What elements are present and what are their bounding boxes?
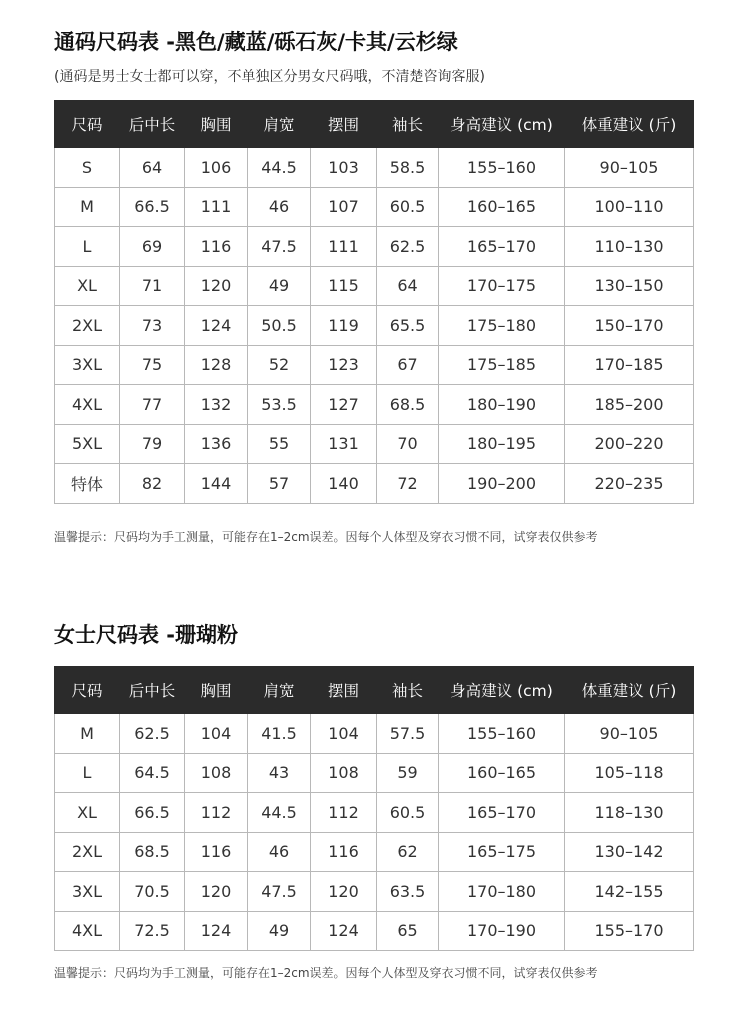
table-cell: 68.5 (377, 385, 439, 425)
table-cell: 142–155 (565, 872, 694, 912)
table-cell: 60.5 (377, 793, 439, 833)
table-cell: 131 (311, 424, 377, 464)
table-cell: 110–130 (565, 227, 694, 267)
size-label-cell: XL (55, 266, 120, 306)
size-label-cell: M (55, 714, 120, 754)
table-cell: 104 (311, 714, 377, 754)
table-cell: 165–170 (439, 227, 565, 267)
table-cell: 49 (248, 911, 311, 951)
column-header: 胸围 (185, 667, 248, 714)
table-cell: 47.5 (248, 872, 311, 912)
table-cell: 118–130 (565, 793, 694, 833)
table-cell: 64 (377, 266, 439, 306)
table-cell: 75 (120, 345, 185, 385)
table-cell: 72 (377, 464, 439, 504)
table-cell: 200–220 (565, 424, 694, 464)
column-header: 胸围 (185, 101, 248, 148)
table-cell: 53.5 (248, 385, 311, 425)
table-cell: 170–185 (565, 345, 694, 385)
table-cell: 70 (377, 424, 439, 464)
table-row (55, 872, 694, 912)
table-cell: 112 (185, 793, 248, 833)
table-cell: 90–105 (565, 148, 694, 188)
table-cell: 41.5 (248, 714, 311, 754)
table-cell: 180–195 (439, 424, 565, 464)
table-cell: 49 (248, 266, 311, 306)
unisex-size-table (54, 100, 694, 504)
table-cell: 72.5 (120, 911, 185, 951)
table-cell: 155–160 (439, 148, 565, 188)
table-cell: 62.5 (120, 714, 185, 754)
table-cell: 108 (311, 753, 377, 793)
column-header: 袖长 (377, 667, 439, 714)
table-row (55, 266, 694, 306)
size-label-cell: 4XL (55, 385, 120, 425)
table-cell: 165–170 (439, 793, 565, 833)
women-measurement-note: 温馨提示：尺码均为手工测量，可能存在1–2cm误差。因每个人体型及穿衣习惯不同，试穿表仅供参考 (54, 966, 598, 980)
table-cell: 132 (185, 385, 248, 425)
size-label-cell: S (55, 148, 120, 188)
table-cell: 43 (248, 753, 311, 793)
table-cell: 66.5 (120, 187, 185, 227)
column-header: 体重建议 (斤) (565, 667, 694, 714)
table-cell: 65 (377, 911, 439, 951)
table-cell: 144 (185, 464, 248, 504)
column-header: 尺码 (55, 101, 120, 148)
column-header: 后中长 (120, 101, 185, 148)
table-cell: 62 (377, 832, 439, 872)
column-header: 摆围 (311, 667, 377, 714)
table-cell: 79 (120, 424, 185, 464)
table-row (55, 345, 694, 385)
table-cell: 63.5 (377, 872, 439, 912)
table-cell: 77 (120, 385, 185, 425)
size-label-cell: 3XL (55, 345, 120, 385)
size-label-cell: L (55, 753, 120, 793)
table-cell: 90–105 (565, 714, 694, 754)
table-cell: 175–185 (439, 345, 565, 385)
table-cell: 47.5 (248, 227, 311, 267)
size-label-cell: XL (55, 793, 120, 833)
table-cell: 130–150 (565, 266, 694, 306)
table-cell: 108 (185, 753, 248, 793)
unisex-size-chart-subtitle: (通码是男士女士都可以穿，不单独区分男女尺码哦，不清楚咨询客服) (54, 69, 485, 85)
table-cell: 70.5 (120, 872, 185, 912)
column-header: 肩宽 (248, 101, 311, 148)
table-cell: 50.5 (248, 306, 311, 346)
table-cell: 111 (185, 187, 248, 227)
table-cell: 57 (248, 464, 311, 504)
table-cell: 116 (311, 832, 377, 872)
table-cell: 124 (185, 306, 248, 346)
size-label-cell: 特体 (55, 464, 120, 504)
table-cell: 107 (311, 187, 377, 227)
table-cell: 185–200 (565, 385, 694, 425)
table-cell: 82 (120, 464, 185, 504)
table-cell: 120 (185, 266, 248, 306)
size-label-cell: 2XL (55, 832, 120, 872)
column-header: 肩宽 (248, 667, 311, 714)
column-header: 袖长 (377, 101, 439, 148)
table-row (55, 911, 694, 951)
table-cell: 127 (311, 385, 377, 425)
table-cell: 220–235 (565, 464, 694, 504)
table-cell: 160–165 (439, 753, 565, 793)
table-cell: 52 (248, 345, 311, 385)
table-cell: 62.5 (377, 227, 439, 267)
table-cell: 64 (120, 148, 185, 188)
unisex-measurement-note: 温馨提示：尺码均为手工测量，可能存在1–2cm误差。因每个人体型及穿衣习惯不同，试穿表仅供参考 (54, 530, 598, 544)
table-cell: 155–160 (439, 714, 565, 754)
table-cell: 111 (311, 227, 377, 267)
table-cell: 175–180 (439, 306, 565, 346)
table-cell: 130–142 (565, 832, 694, 872)
women-size-table (54, 666, 694, 951)
table-cell: 55 (248, 424, 311, 464)
column-header: 摆围 (311, 101, 377, 148)
table-cell: 116 (185, 832, 248, 872)
table-cell: 115 (311, 266, 377, 306)
table-cell: 155–170 (565, 911, 694, 951)
table-cell: 65.5 (377, 306, 439, 346)
table-cell: 128 (185, 345, 248, 385)
table-cell: 165–175 (439, 832, 565, 872)
table-cell: 60.5 (377, 187, 439, 227)
table-row (55, 385, 694, 425)
table-cell: 44.5 (248, 148, 311, 188)
table-cell: 58.5 (377, 148, 439, 188)
table-cell: 69 (120, 227, 185, 267)
table-cell: 64.5 (120, 753, 185, 793)
table-cell: 57.5 (377, 714, 439, 754)
table-cell: 71 (120, 266, 185, 306)
table-cell: 116 (185, 227, 248, 267)
table-cell: 104 (185, 714, 248, 754)
table-row (55, 424, 694, 464)
size-label-cell: M (55, 187, 120, 227)
table-row (55, 227, 694, 267)
column-header: 尺码 (55, 667, 120, 714)
table-cell: 59 (377, 753, 439, 793)
column-header: 身高建议 (cm) (439, 667, 565, 714)
column-header: 后中长 (120, 667, 185, 714)
table-cell: 106 (185, 148, 248, 188)
table-cell: 73 (120, 306, 185, 346)
size-label-cell: 4XL (55, 911, 120, 951)
table-cell: 124 (185, 911, 248, 951)
size-label-cell: 5XL (55, 424, 120, 464)
table-cell: 180–190 (439, 385, 565, 425)
table-cell: 170–190 (439, 911, 565, 951)
table-cell: 190–200 (439, 464, 565, 504)
size-label-cell: 2XL (55, 306, 120, 346)
table-cell: 136 (185, 424, 248, 464)
table-cell: 100–110 (565, 187, 694, 227)
table-row (55, 832, 694, 872)
table-cell: 44.5 (248, 793, 311, 833)
table-cell: 120 (311, 872, 377, 912)
table-cell: 68.5 (120, 832, 185, 872)
table-cell: 46 (248, 832, 311, 872)
table-cell: 123 (311, 345, 377, 385)
table-header-row (55, 667, 694, 714)
unisex-size-chart-title: 通码尺码表 -黑色/藏蓝/砾石灰/卡其/云杉绿 (54, 30, 458, 54)
table-cell: 112 (311, 793, 377, 833)
column-header: 身高建议 (cm) (439, 101, 565, 148)
table-row (55, 187, 694, 227)
table-cell: 124 (311, 911, 377, 951)
table-cell: 120 (185, 872, 248, 912)
table-row (55, 793, 694, 833)
table-cell: 170–175 (439, 266, 565, 306)
size-label-cell: L (55, 227, 120, 267)
column-header: 体重建议 (斤) (565, 101, 694, 148)
table-cell: 119 (311, 306, 377, 346)
table-cell: 140 (311, 464, 377, 504)
table-row (55, 306, 694, 346)
table-cell: 103 (311, 148, 377, 188)
table-cell: 67 (377, 345, 439, 385)
table-header-row (55, 101, 694, 148)
table-cell: 46 (248, 187, 311, 227)
table-row (55, 714, 694, 754)
size-label-cell: 3XL (55, 872, 120, 912)
table-row (55, 753, 694, 793)
table-row (55, 464, 694, 504)
women-size-chart-title: 女士尺码表 -珊瑚粉 (54, 623, 239, 647)
table-row (55, 148, 694, 188)
table-cell: 160–165 (439, 187, 565, 227)
table-cell: 105–118 (565, 753, 694, 793)
table-cell: 66.5 (120, 793, 185, 833)
table-cell: 170–180 (439, 872, 565, 912)
table-cell: 150–170 (565, 306, 694, 346)
